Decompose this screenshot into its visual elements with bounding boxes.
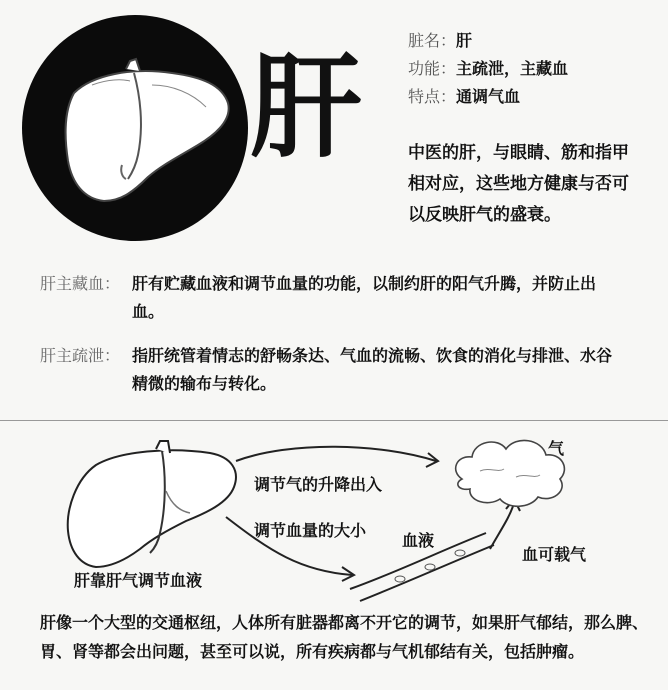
arrow-blood-carries-qi bbox=[490, 503, 514, 549]
info-value: 通调气血 bbox=[456, 87, 521, 106]
blood-arrow-label: 调节血量的大小 bbox=[254, 521, 367, 540]
blood-carries-qi-label: 血可载气 bbox=[522, 545, 587, 564]
function-label: 肝主藏血： bbox=[40, 274, 121, 293]
qi-arrow-label: 调节气的升降出入 bbox=[254, 475, 383, 494]
info-label: 脏名： bbox=[408, 31, 457, 50]
liver-caption: 肝靠肝气调节血液 bbox=[74, 571, 203, 590]
info-row-feature bbox=[408, 86, 520, 108]
function-text: 指肝统管着情志的舒畅条达、气血的流畅、饮食的消化与排泄、水谷精微的输布与转化。 bbox=[132, 346, 613, 393]
summary-paragraph: 肝像一个大型的交通枢纽，人体所有脏器都离不开它的调节，如果肝气郁结，那么脾、胃、肾等都会出问题，甚至可以说，所有疾病都与气机郁结有关，包括肿瘤。 bbox=[40, 613, 649, 661]
function-label: 肝主疏泄： bbox=[40, 346, 121, 365]
info-label: 功能： bbox=[408, 59, 457, 78]
info-label: 特点： bbox=[408, 87, 457, 106]
info-value: 主疏泄，主藏血 bbox=[456, 59, 569, 78]
blood-label: 血液 bbox=[402, 531, 435, 550]
info-row-function bbox=[408, 58, 568, 80]
big-character-title: 肝 bbox=[250, 43, 358, 173]
function-store-blood bbox=[40, 270, 622, 326]
liver-icon bbox=[68, 441, 236, 567]
function-text: 肝有贮藏血液和调节血量的功能，以制约肝的阳气升腾，并防止出血。 bbox=[132, 274, 597, 321]
arrow-qi bbox=[236, 447, 436, 461]
qi-label: 气 bbox=[548, 439, 565, 458]
intro-paragraph: 中医的肝，与眼睛、筋和指甲相对应，这些地方健康与否可以反映肝气的盛衰。 bbox=[408, 143, 629, 225]
info-value: 肝 bbox=[456, 31, 473, 50]
liver-emblem-icon bbox=[22, 15, 248, 241]
info-row-name bbox=[408, 30, 472, 52]
function-dispersion bbox=[40, 342, 622, 398]
